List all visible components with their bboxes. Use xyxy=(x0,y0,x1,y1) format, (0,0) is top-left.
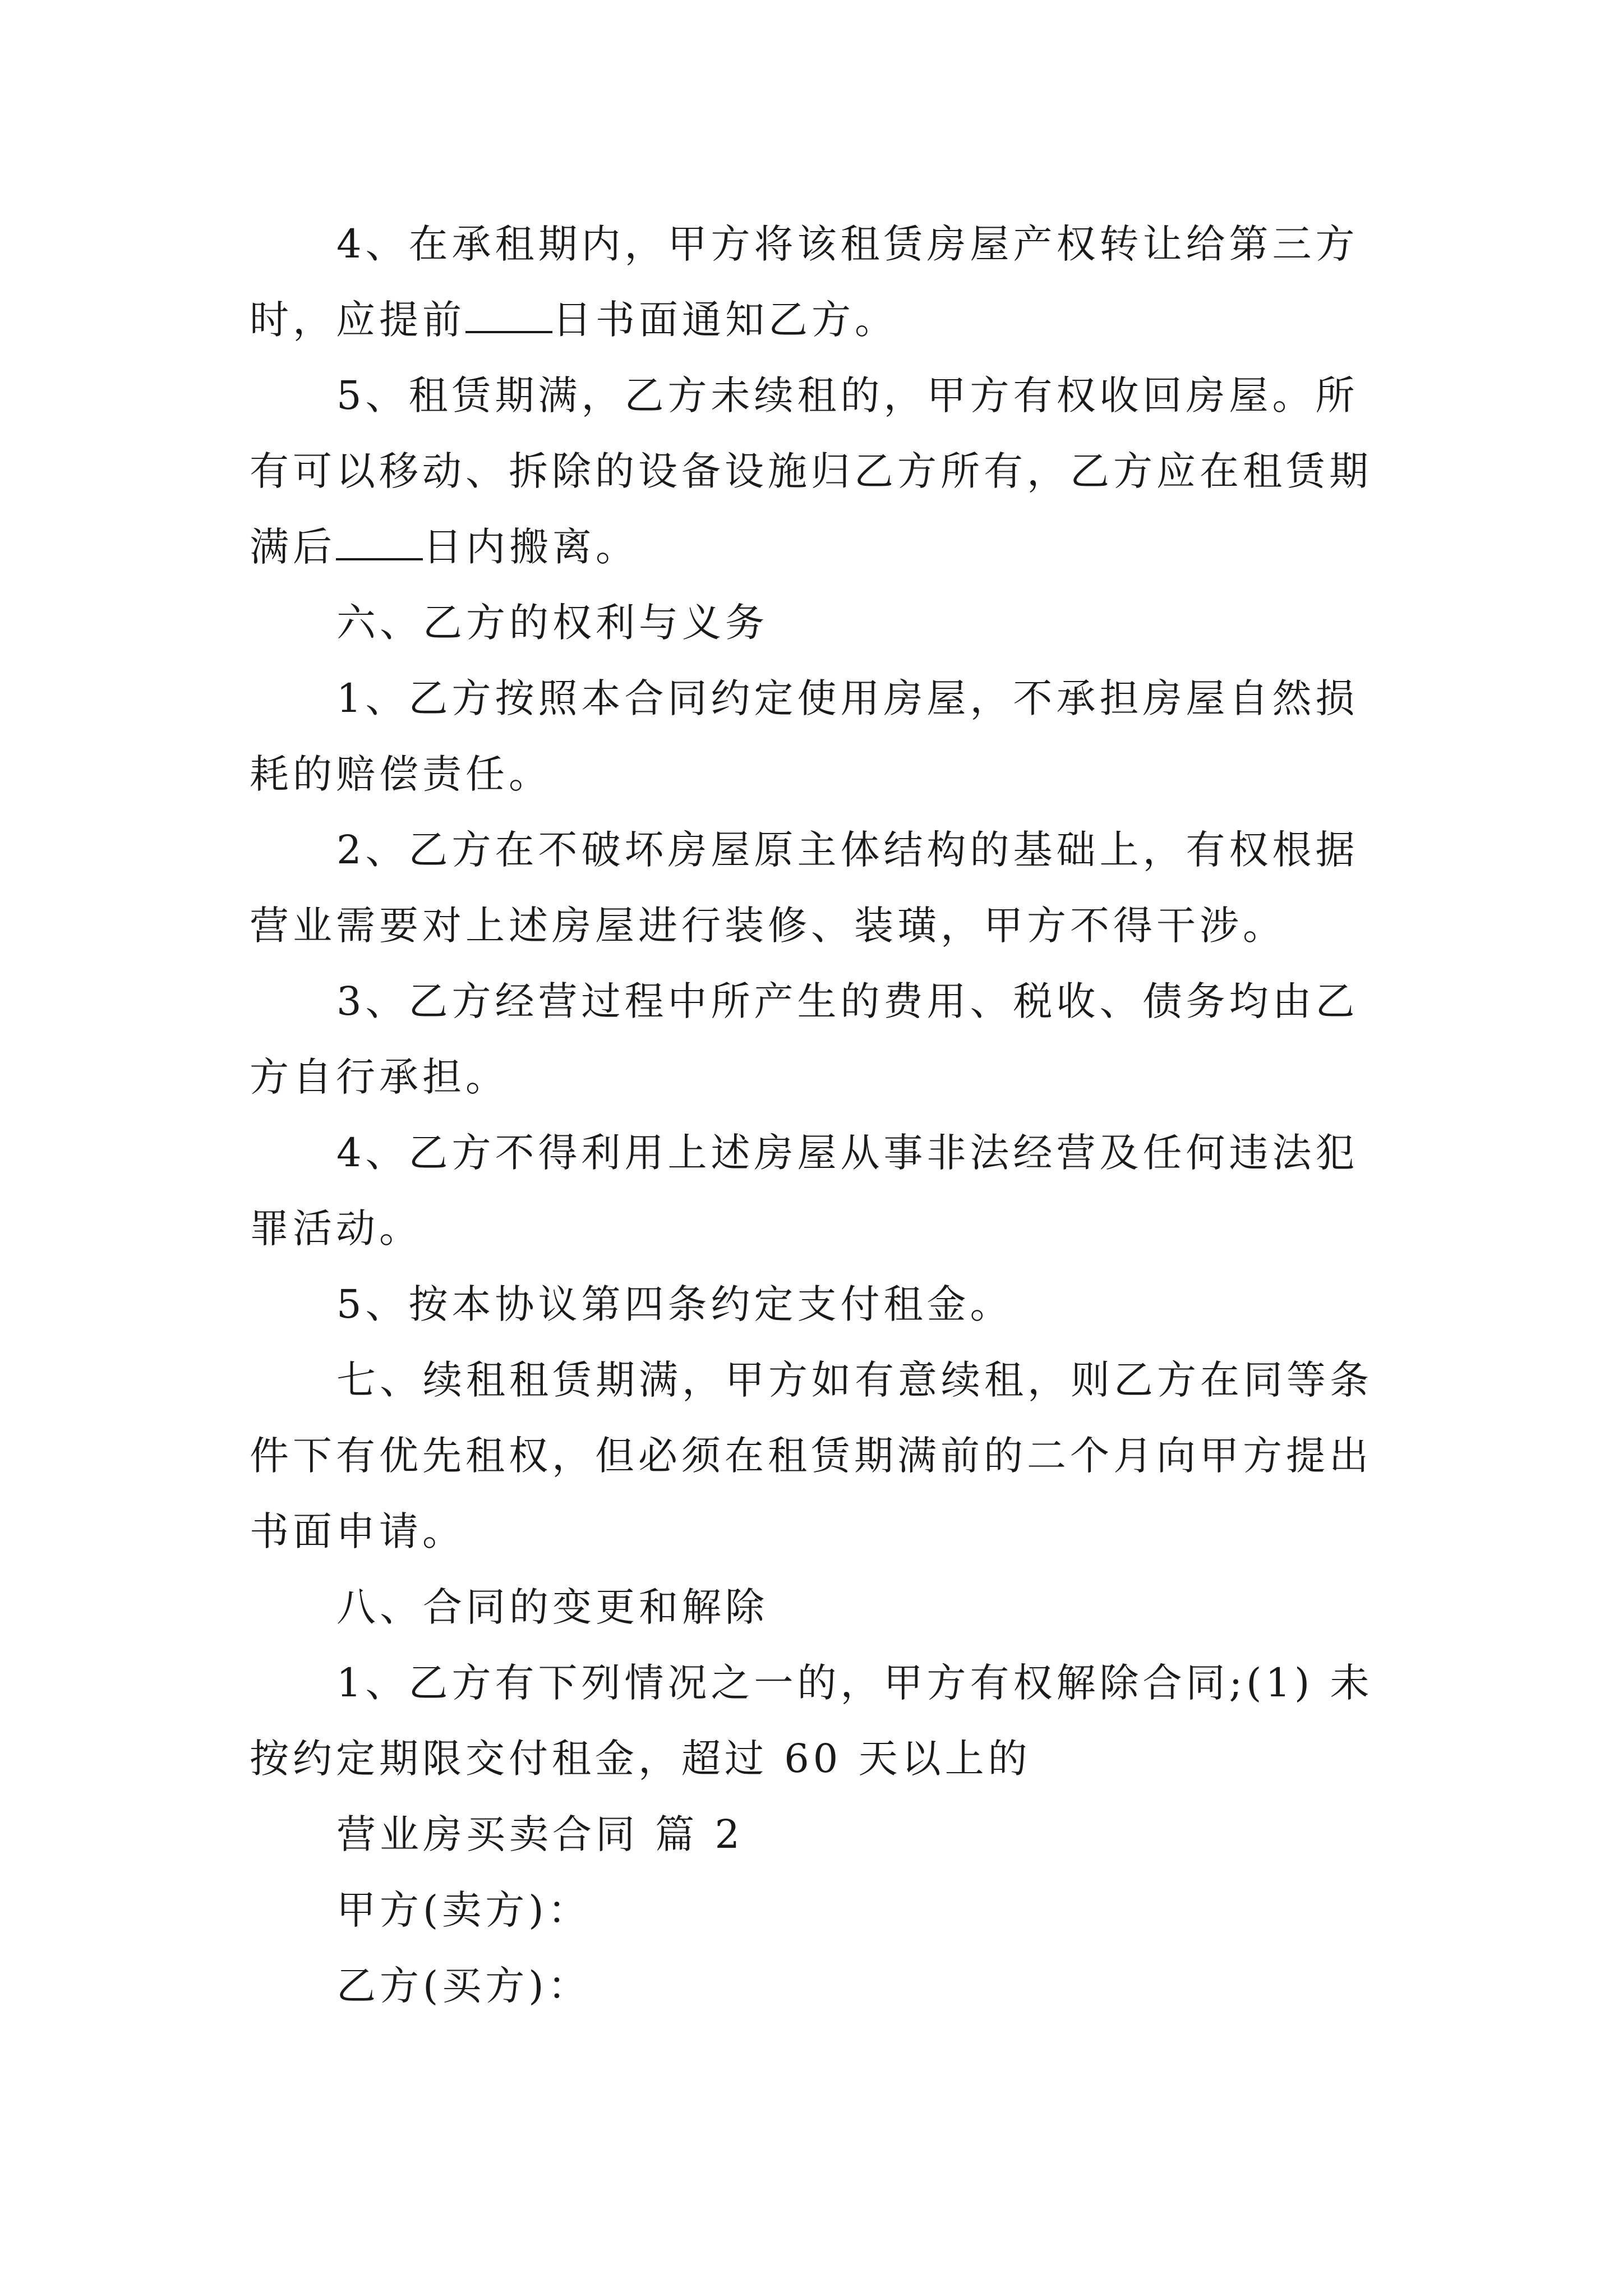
paragraph-line: 4、乙方不得利用上述房屋从事非法经营及任何违法犯 xyxy=(336,1130,1359,1176)
paragraph-text: 满后 xyxy=(250,524,336,570)
paragraph-line: 4、在承租期内，甲方将该租赁房屋产权转让给第三方 xyxy=(336,221,1359,267)
paragraph-line: 按约定期限交付租金，超过 60 天以上的 xyxy=(250,1736,1031,1782)
paragraph-text: 时，应提前 xyxy=(250,297,465,343)
fill-in-blank xyxy=(465,295,552,333)
paragraph-line: 1、乙方按照本合同约定使用房屋，不承担房屋自然损 xyxy=(336,675,1359,721)
paragraph-text: 日内搬离。 xyxy=(423,524,639,570)
paragraph-line: 1、乙方有下列情况之一的，甲方有权解除合同;(1) 未 xyxy=(336,1660,1373,1706)
paragraph-line: 耗的赔偿责任。 xyxy=(250,751,552,797)
paragraph-line xyxy=(250,292,898,348)
document-title: 营业房买卖合同 篇 2 xyxy=(336,1811,744,1857)
paragraph-line: 七、续租租赁期满，甲方如有意续租，则乙方在同等条 xyxy=(336,1357,1373,1403)
paragraph-text: 日书面通知乙方。 xyxy=(552,297,898,343)
fill-in-blank xyxy=(336,522,423,560)
party-a-label: 甲方(卖方)： xyxy=(336,1887,591,1933)
paragraph-line: 方自行承担。 xyxy=(250,1054,509,1100)
paragraph-line: 营业需要对上述房屋进行装修、装璜，甲方不得干涉。 xyxy=(250,903,1286,949)
party-b-label: 乙方(买方)： xyxy=(336,1963,591,2009)
paragraph-line: 有可以移动、拆除的设备设施归乙方所有，乙方应在租赁期 xyxy=(250,448,1372,494)
paragraph-line: 件下有优先租权，但必须在租赁期满前的二个月向甲方提出 xyxy=(250,1433,1372,1479)
section-heading: 六、乙方的权利与义务 xyxy=(336,600,768,646)
paragraph-line: 3、乙方经营过程中所产生的费用、税收、债务均由乙 xyxy=(336,978,1359,1024)
section-heading: 八、合同的变更和解除 xyxy=(336,1584,768,1630)
paragraph-line xyxy=(250,519,639,575)
paragraph-line: 5、按本协议第四条约定支付租金。 xyxy=(336,1281,1013,1327)
paragraph-line: 罪活动。 xyxy=(250,1205,422,1251)
paragraph-line: 书面申请。 xyxy=(250,1508,465,1554)
paragraph-line: 5、租赁期满，乙方未续租的，甲方有权收回房屋。所 xyxy=(336,372,1359,418)
paragraph-line: 2、乙方在不破坏房屋原主体结构的基础上，有权根据 xyxy=(336,827,1359,873)
